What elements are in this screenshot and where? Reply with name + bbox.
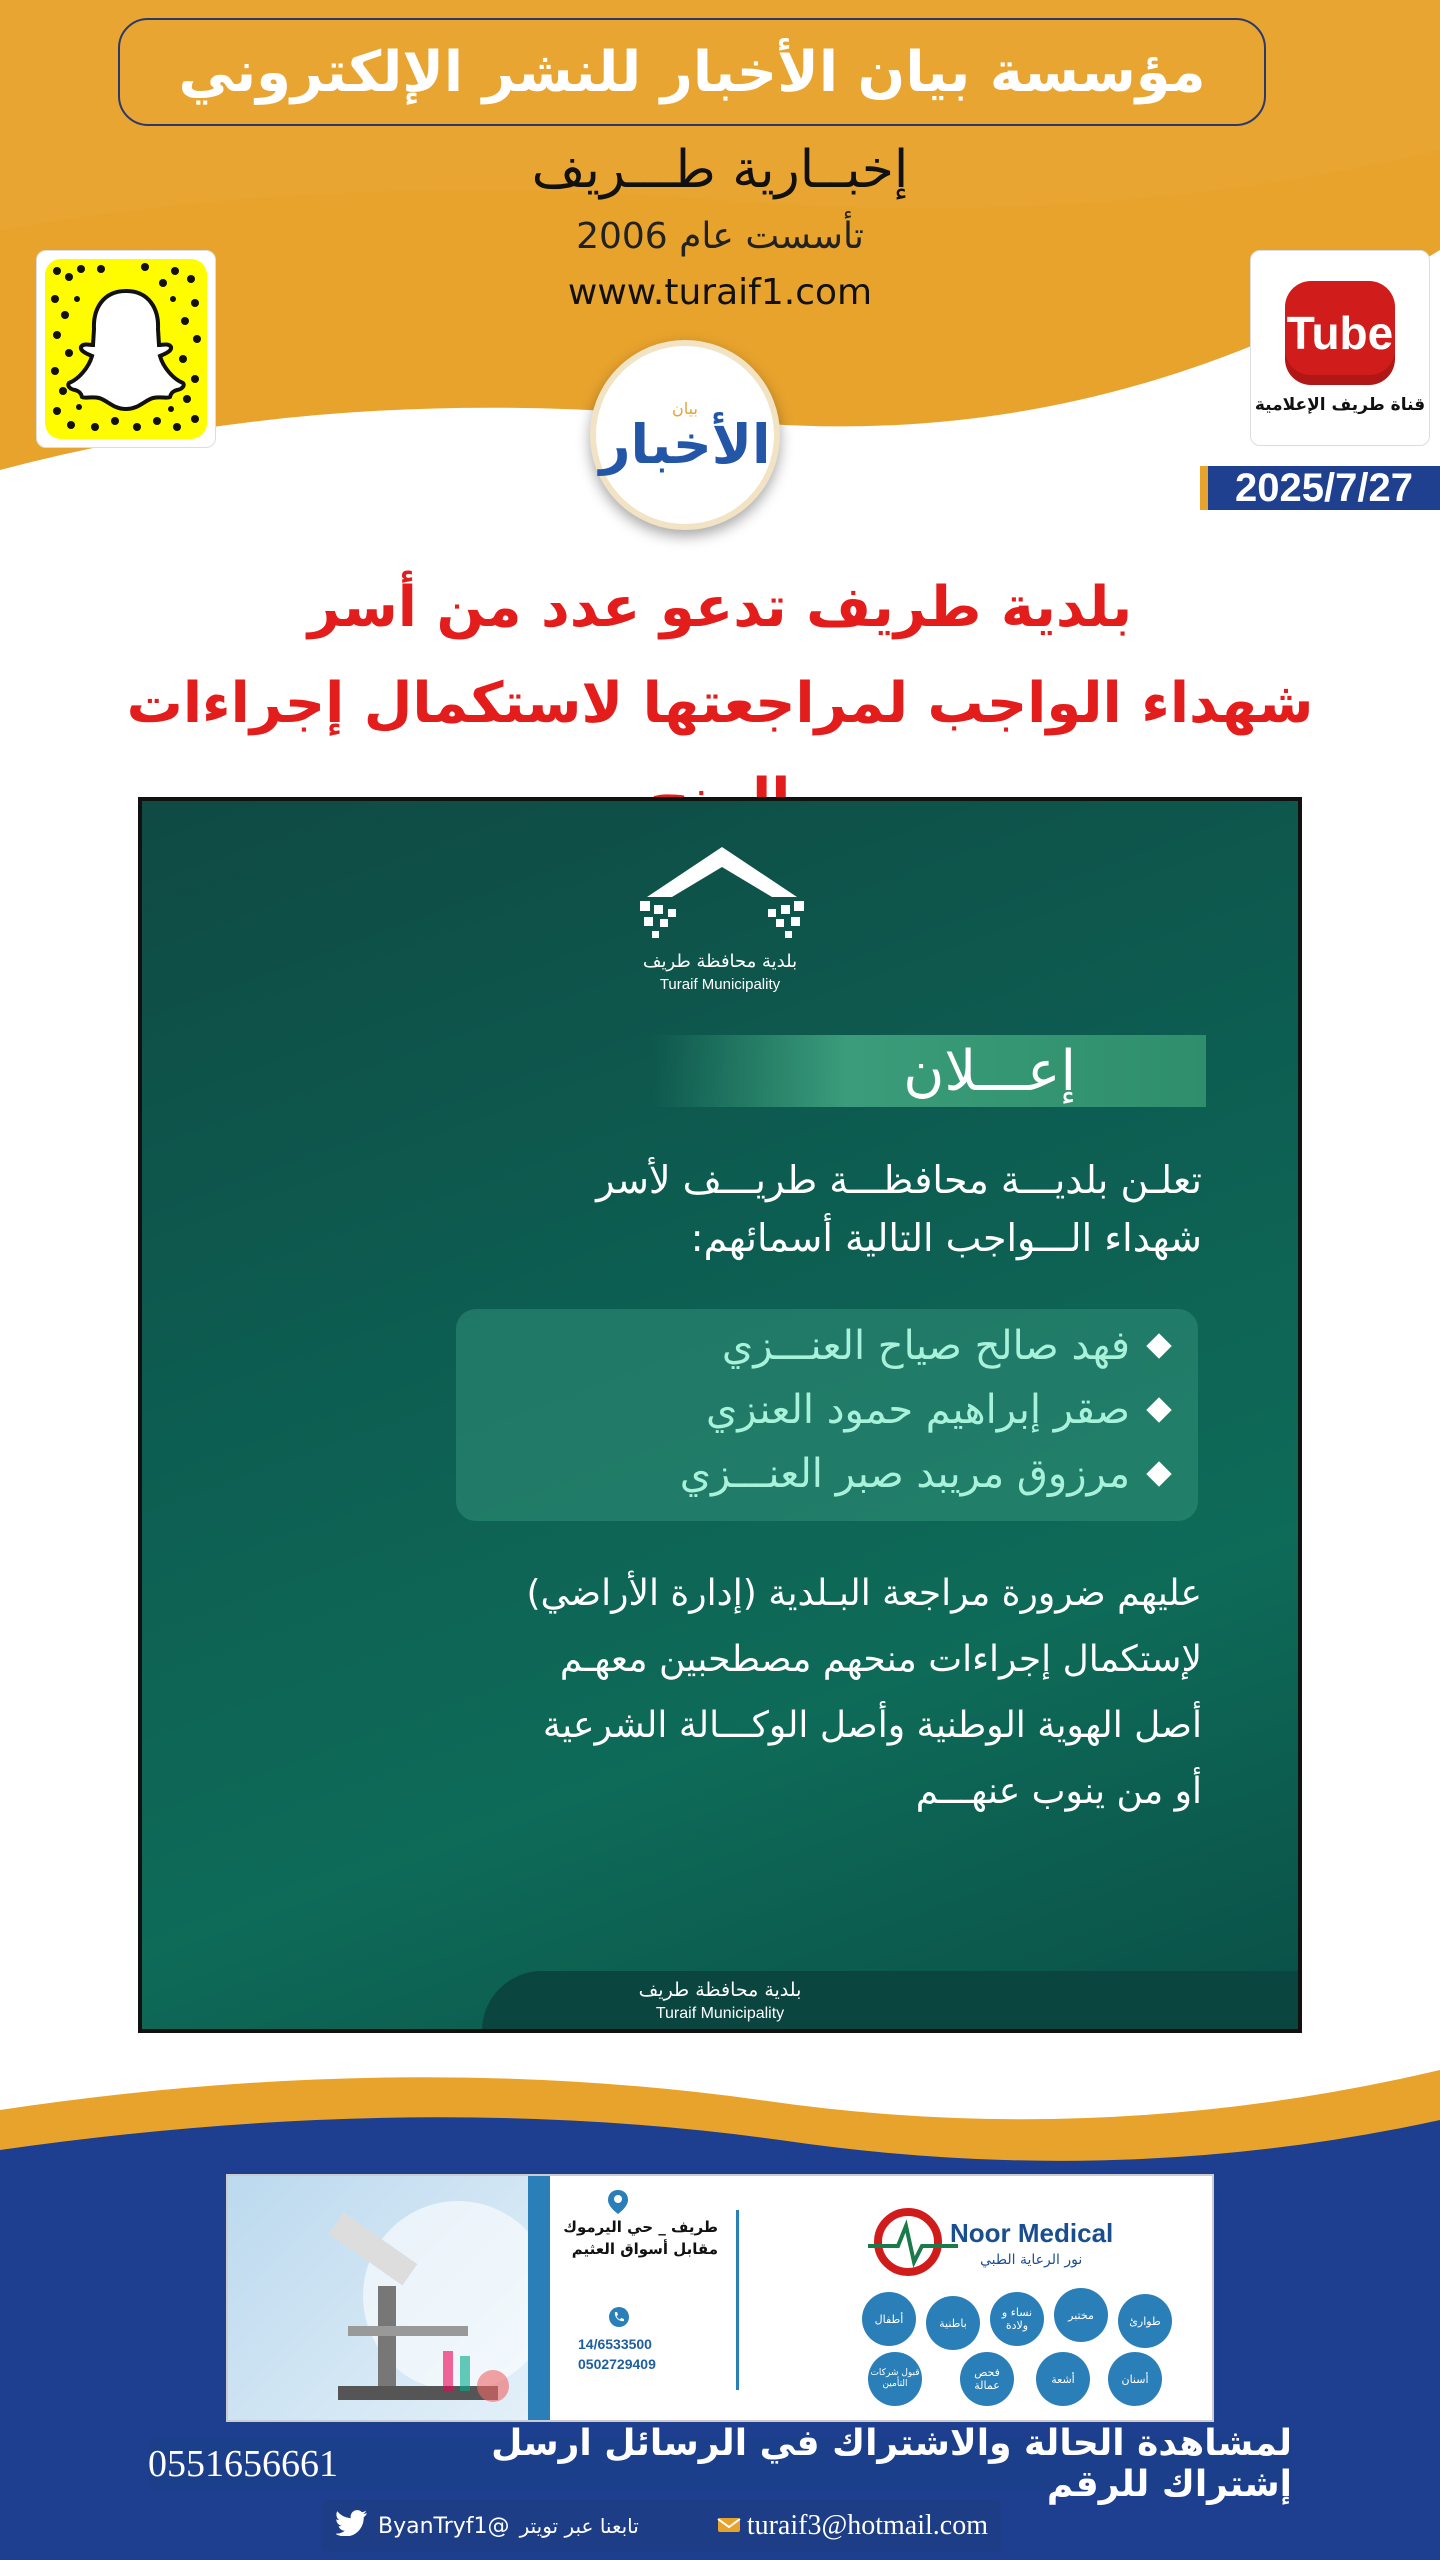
contact-bar [322, 2500, 1002, 2552]
martyr-name: مرزوق مريبد صبر العنـــزي [679, 1451, 1130, 1497]
announcement-image [138, 797, 1302, 2033]
announcement-title: إعـــلان [903, 1038, 1076, 1104]
headline-line-2: شهداء الواجب لمراجعتها لاستكمال إجراءات [126, 671, 1314, 736]
service-badge: مختبر [1054, 2288, 1108, 2342]
phone-number: 0502729409 [578, 2356, 656, 2372]
snapchat-icon [45, 259, 207, 439]
headline-line-1: بلدية طريف تدعو عدد من أسر [307, 575, 1133, 640]
ad-brand-name: Noor Medical [950, 2218, 1114, 2248]
header-title-box [118, 18, 1266, 126]
ad-address [558, 2216, 718, 2260]
notice-line: أصل الهوية الوطنية وأصل الوكـــالة الشرعية [542, 1705, 1202, 1746]
municipality-name-ar: بلدية محافظة طريف [642, 951, 798, 972]
email-icon [717, 2510, 741, 2542]
list-item [722, 1323, 1168, 1369]
youtube-caption: قناة طريف الإعلامية [1254, 395, 1426, 415]
announcement-notice [242, 1561, 1202, 1825]
notice-line: أو من ينوب عنهـــم [915, 1771, 1202, 1812]
diamond-bullet-icon [1146, 1461, 1171, 1486]
subscribe-number[interactable]: 0551656661 [148, 2443, 338, 2485]
logo-text: الأخبار [599, 412, 771, 476]
ad-stripe [528, 2176, 550, 2422]
announcement-footer-en: Turaif Municipality [655, 2005, 785, 2022]
municipality-name-en: Turaif Municipality [659, 976, 781, 993]
announcement-footer-ar: بلدية محافظة طريف [638, 1979, 802, 2001]
phone-number: 14/6533500 [578, 2336, 652, 2352]
notice-line: لإستكمال إجراءات منحهم مصطحبين معهـم [559, 1639, 1202, 1680]
list-item [706, 1387, 1168, 1433]
ad-phones [578, 2334, 718, 2374]
list-item [680, 1451, 1168, 1497]
twitter-follow-label: تابعنا عبر تويتر [519, 2514, 639, 2538]
address-line-1: طريف _ حي اليرموك [563, 2218, 718, 2236]
twitter-follow[interactable] [336, 2510, 639, 2542]
service-badge: أشعة [1036, 2352, 1090, 2406]
intro-line-2: شهداء الـــواجب التالية أسمائهم: [690, 1216, 1202, 1260]
twitter-handle: ByanTryf1@ [378, 2513, 510, 2539]
site-url-link[interactable]: www.turaif1.com [567, 272, 873, 313]
ad-divider [736, 2210, 739, 2390]
email-address: turaif3@hotmail.com [746, 2510, 988, 2541]
service-badge: طوارئ [1118, 2294, 1172, 2348]
diamond-bullet-icon [1146, 1333, 1171, 1358]
municipality-logo-icon [622, 839, 822, 949]
email-contact[interactable] [717, 2510, 988, 2542]
header-title: مؤسسة بيان الأخبار للنشر الإلكتروني [178, 39, 1206, 105]
service-badge: أطفال [862, 2292, 916, 2346]
medical-ad-banner[interactable] [226, 2174, 1214, 2422]
martyr-name: فهد صالح صياح العنـــزي [721, 1323, 1130, 1369]
service-badge: قبول شركات التأمين [868, 2352, 922, 2406]
announcement-intro [232, 1151, 1202, 1267]
service-badge: فحص عمالة [960, 2352, 1014, 2406]
snapchat-code[interactable] [36, 250, 216, 448]
address-line-2: مقابل أسواق العثيم [571, 2240, 718, 2258]
diamond-bullet-icon [1146, 1397, 1171, 1422]
martyr-name: صقر إبراهيم حمود العنزي [705, 1387, 1130, 1433]
site-logo[interactable] [590, 340, 780, 530]
service-badge: أسنان [1108, 2352, 1162, 2406]
youtube-channel[interactable] [1250, 250, 1430, 446]
publish-date: 2025/7/27 [1200, 466, 1440, 510]
announcement-title-band [652, 1035, 1206, 1107]
founded-text: تأسست عام 2006 [576, 216, 864, 257]
youtube-icon: Tube [1285, 281, 1395, 385]
subscribe-text: لمشاهدة الحالة والاشتراك في الرسائل ارسل إشتراك للرقم [491, 2423, 1292, 2505]
intro-line-1: تعلـن بلديـــة محافظـــة طريـــف لأسر [596, 1158, 1202, 1202]
subscribe-bar [148, 2423, 1292, 2505]
notice-line: عليهم ضرورة مراجعة البـلدية (إدارة الأراضي) [526, 1573, 1202, 1614]
service-badge: باطنية [926, 2296, 980, 2350]
site-name: إخبــارية طـــريف [531, 140, 909, 200]
names-list [456, 1309, 1198, 1521]
service-badge: نساء و ولادة [990, 2292, 1044, 2346]
ad-brand-name-ar: نور الرعاية الطبي [980, 2252, 1083, 2268]
phone-icon [608, 2306, 630, 2332]
twitter-bird-icon [336, 2510, 368, 2542]
logo-small-text: بيان [672, 398, 698, 418]
lab-illustration [228, 2176, 528, 2422]
